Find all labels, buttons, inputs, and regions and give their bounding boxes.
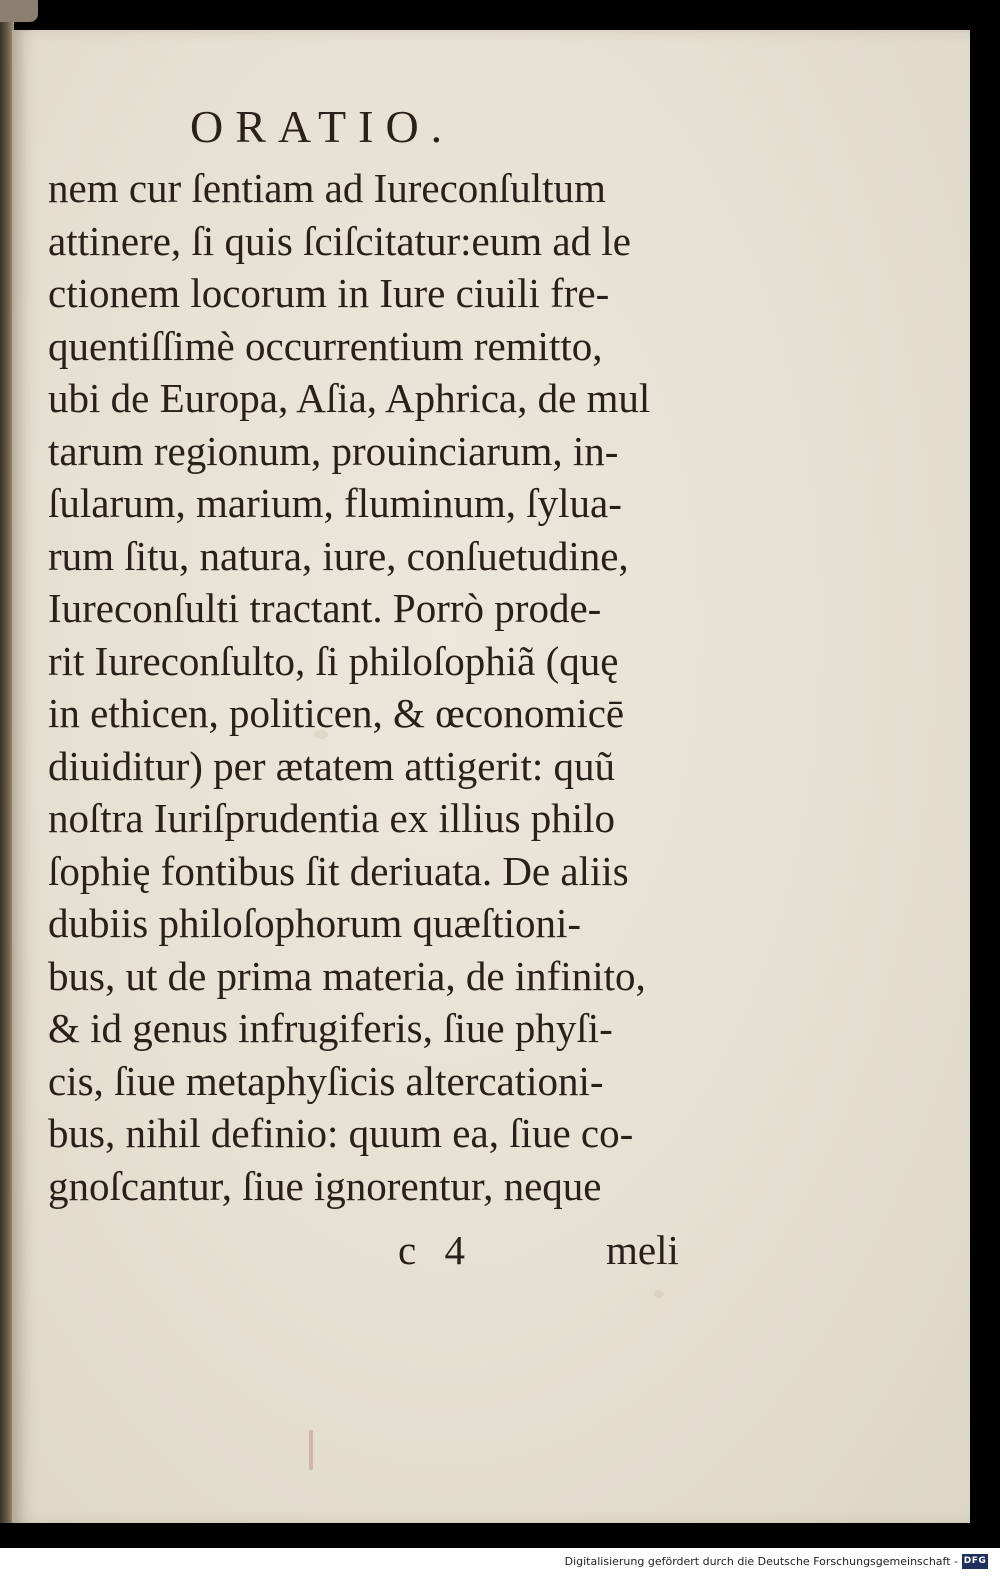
- text-line: gnoſcantur, ſiue ignorentur, neque: [48, 1162, 602, 1209]
- text-line: ubi de Europa, Aſia, Aphrica, de mul: [48, 375, 651, 421]
- text-line: nem cur ſentiam ad Iureconſultum: [48, 165, 606, 211]
- dfg-logo-icon: DFG: [962, 1554, 988, 1569]
- page-corner: [0, 0, 38, 22]
- catchword: meli: [606, 1227, 679, 1273]
- digitization-footer: [0, 1548, 1000, 1583]
- text-line: & id genus infrugiferis, ſiue phyſi-: [48, 1005, 613, 1051]
- text-line: tarum regionum, prouinciarum, in-: [48, 427, 619, 474]
- body-text: [48, 162, 698, 1212]
- text-line: ſularum, marium, fluminum, ſylua-: [48, 480, 622, 526]
- text-line: dubiis philoſophorum quæſtioni-: [48, 900, 582, 946]
- funding-credit: Digitalisierung gefördert durch die Deutsche Forschungsgemeinschaft -: [564, 1555, 958, 1568]
- text-line: rit Iureconſulto, ſi philoſophiã (quę: [48, 637, 619, 684]
- text-line: ſophię fontibus ſit deriuata. De aliis: [48, 847, 629, 894]
- paper-stain: [654, 1290, 664, 1298]
- paper-stain: [309, 1430, 313, 1470]
- text-line: quentiſſimè occurrentium remitto,: [48, 322, 603, 369]
- text-line: Iureconſulti tractant. Porrò prode-: [48, 585, 602, 631]
- signature-mark: c 4: [398, 1227, 465, 1273]
- text-line: noſtra Iuriſprudentia ex illius philo: [48, 795, 616, 841]
- text-line: ctionem locorum in Iure ciuili fre-: [48, 270, 610, 316]
- text-line: in ethicen, politicen, & œconomicē: [48, 690, 625, 736]
- text-line: rum ſitu, natura, iure, conſuetudine,: [48, 532, 629, 579]
- text-line: attinere, ſi quis ſciſcitatur:eum ad le: [48, 217, 631, 264]
- text-line: bus, ut de prima materia, de infinito,: [48, 952, 646, 999]
- running-head: ORATIO.: [190, 101, 455, 152]
- text-line: cis, ſiue metaphyſicis altercationi-: [48, 1057, 604, 1104]
- text-line: bus, nihil definio: quum ea, ſiue co-: [48, 1110, 634, 1156]
- text-line: diuiditur) per ætatem attigerit: quũ: [48, 742, 616, 789]
